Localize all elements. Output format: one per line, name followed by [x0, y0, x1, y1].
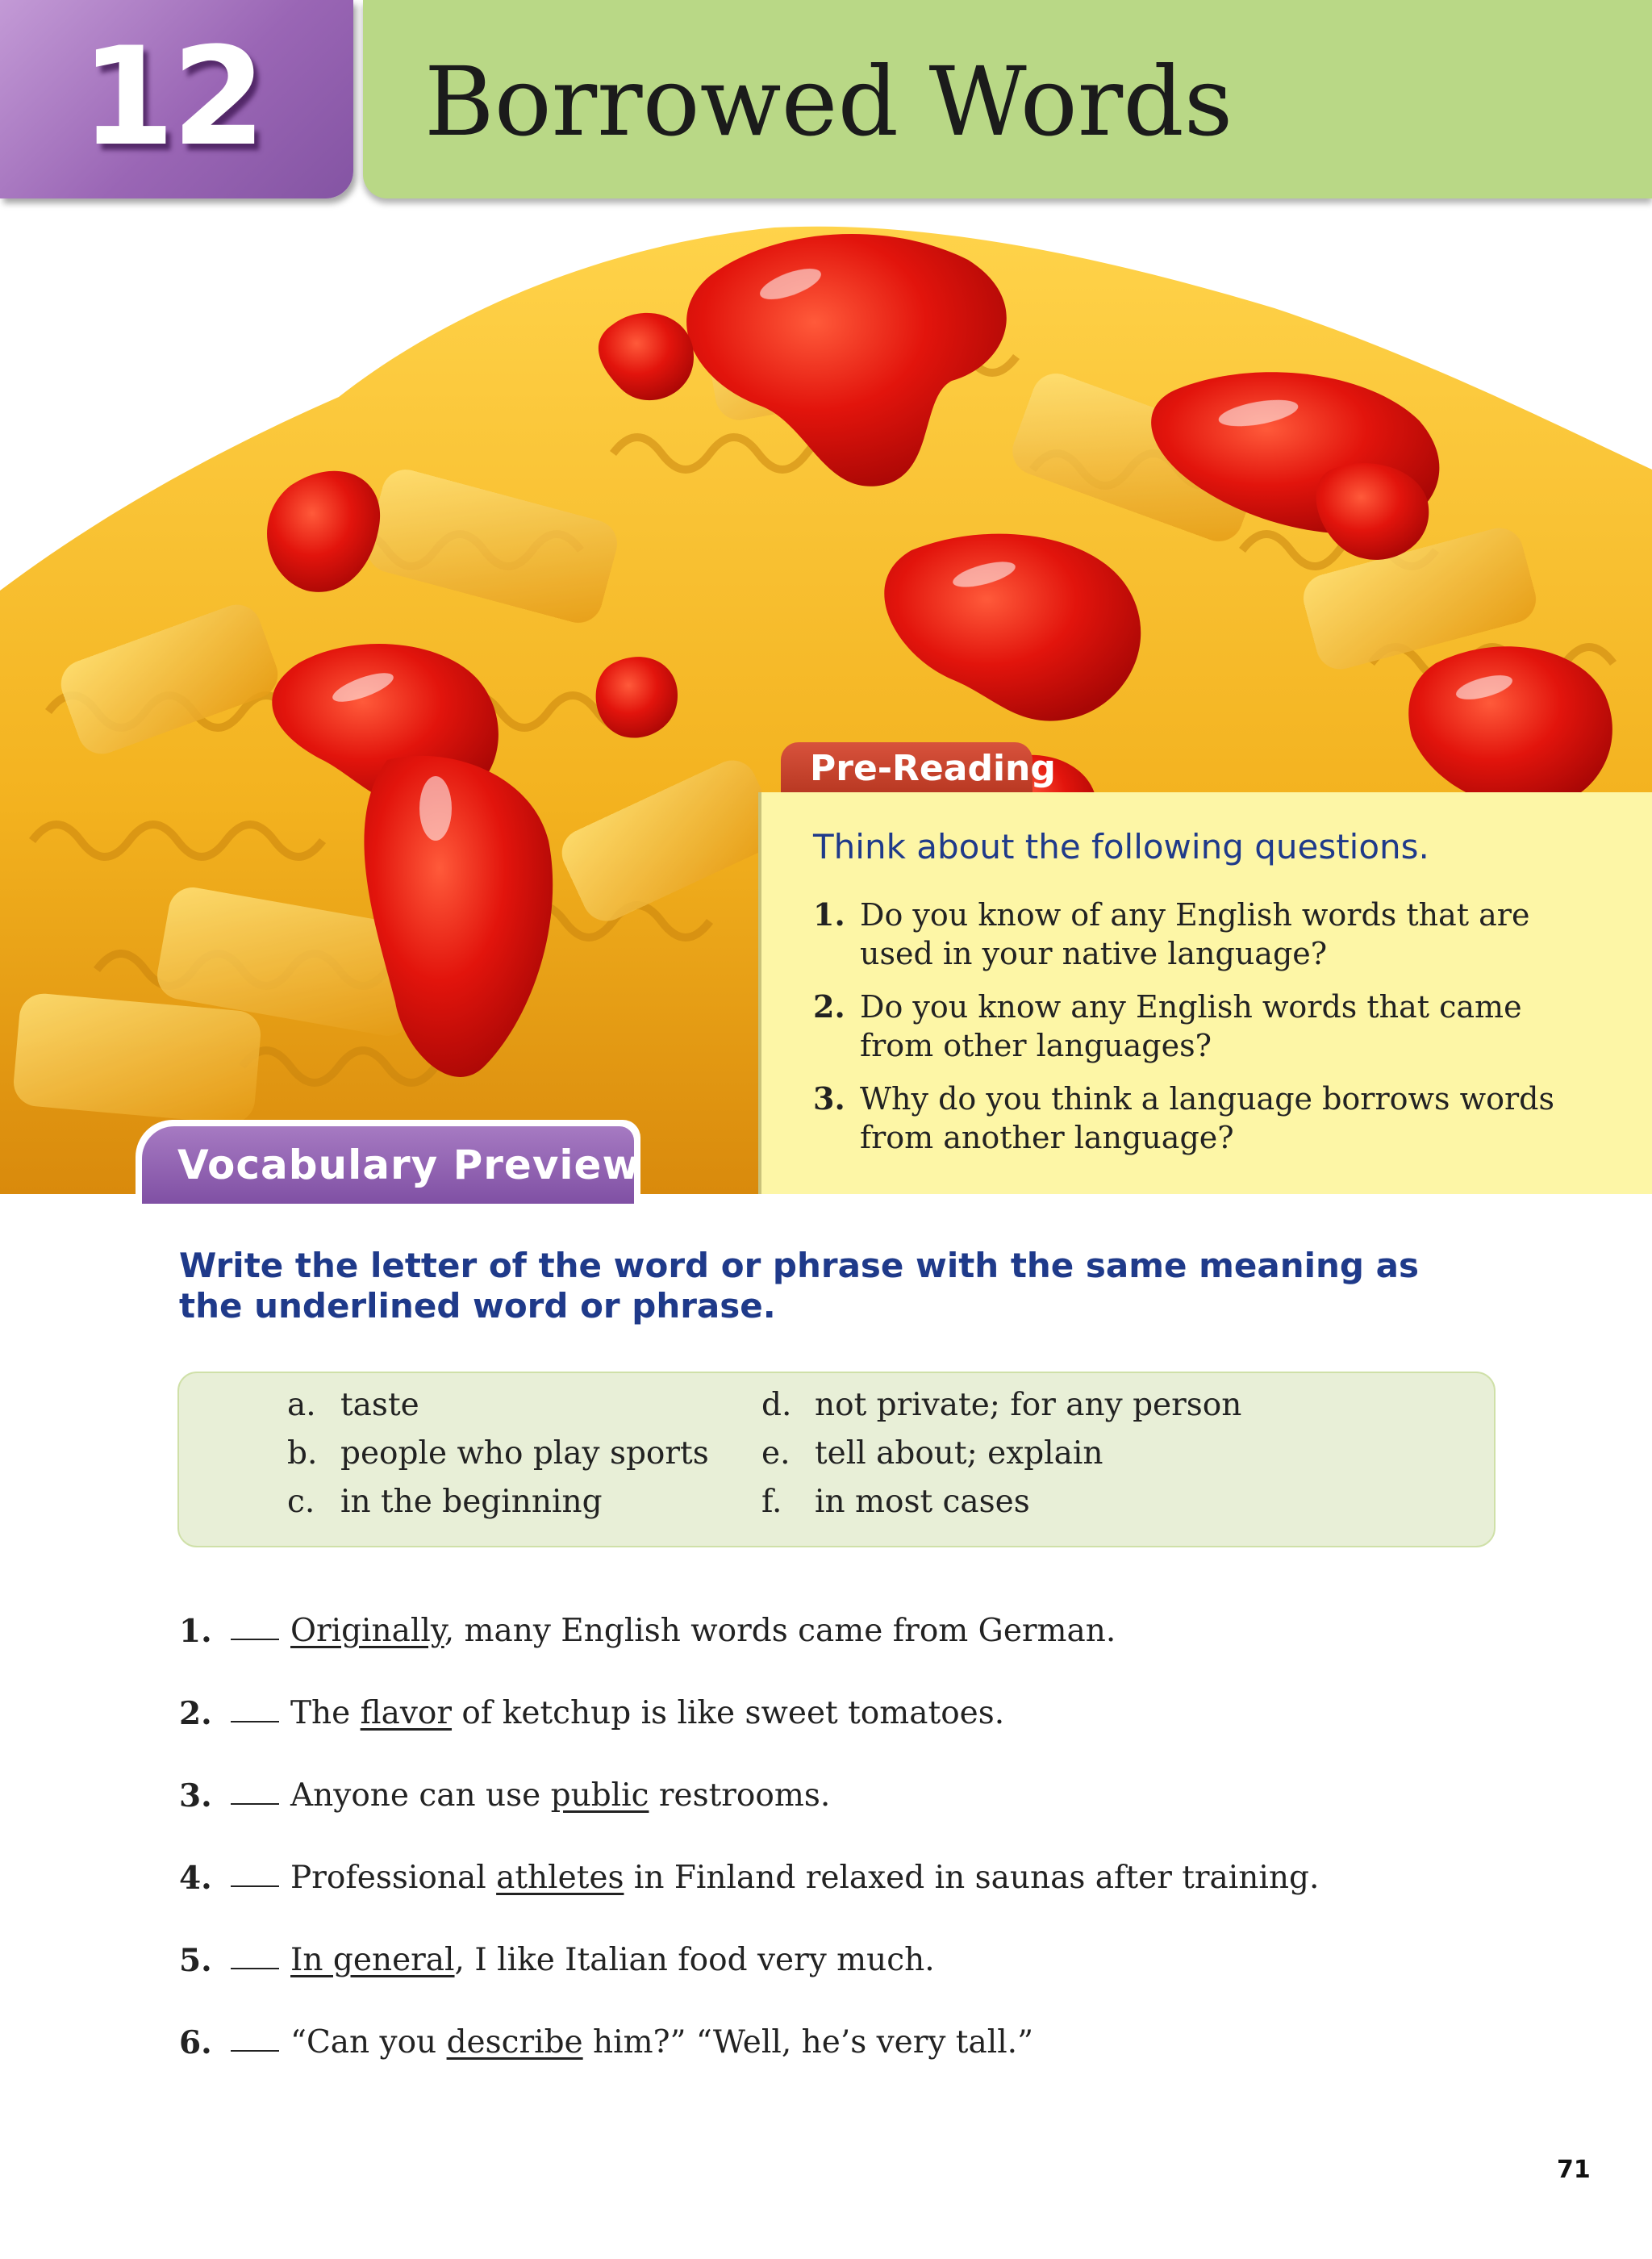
- exercise-number: 4.: [179, 1860, 212, 1897]
- vocabulary-preview-tab-fill: [142, 1126, 640, 1204]
- definitions-box: [177, 1372, 1496, 1547]
- question-number: 3.: [813, 1080, 845, 1117]
- question-text: Do you know any English words that came from other languages?: [860, 989, 1522, 1063]
- vocabulary-instruction: Write the letter of the word or phrase with the same meaning as the underlined word or phrase.: [179, 1246, 1419, 1326]
- exercise-sentence: [290, 1940, 935, 1981]
- answer-blank[interactable]: [231, 2050, 279, 2052]
- pre-reading-box: [758, 792, 1652, 1194]
- sentence-before: “Can you: [290, 2024, 447, 2061]
- answer-blank[interactable]: [231, 1803, 279, 1805]
- pre-reading-tab: [781, 742, 1056, 794]
- underlined-word: Originally: [290, 1613, 444, 1649]
- exercise-sentence: [290, 1776, 830, 1816]
- exercise-number: 1.: [179, 1613, 212, 1650]
- chapter-header: [0, 0, 1652, 207]
- sentence-after: him?” “Well, he’s very tall.”: [582, 2024, 1034, 2061]
- vocabulary-preview-label: Vocabulary Preview: [177, 1142, 640, 1188]
- underlined-word: flavor: [360, 1695, 453, 1731]
- definition-letter: b.: [287, 1435, 318, 1472]
- sentence-after: , many English words came from German.: [444, 1613, 1116, 1649]
- exercise-sentence: [290, 2023, 1033, 2063]
- underlined-word: In general: [290, 1942, 455, 1978]
- definition-text: in most cases: [815, 1484, 1030, 1520]
- question-text: Do you know of any English words that are used in your native language?: [860, 897, 1530, 971]
- definition-text: not private; for any person: [815, 1387, 1242, 1423]
- exercise-sentence: [290, 1693, 1004, 1734]
- question-text: Why do you think a language borrows words from another language?: [860, 1081, 1555, 1155]
- definition-text: people who play sports: [340, 1435, 709, 1472]
- answer-blank[interactable]: [231, 1721, 279, 1722]
- title-bar: [363, 0, 1652, 198]
- page-number: 71: [1557, 2156, 1591, 2184]
- sentence-after: , I like Italian food very much.: [454, 1942, 935, 1978]
- underlined-word: public: [550, 1777, 649, 1814]
- definition-text: in the beginning: [340, 1484, 603, 1520]
- sentence-before: Anyone can use: [290, 1777, 551, 1814]
- underlined-word: describe: [446, 2024, 583, 2061]
- exercise-sentence: [290, 1611, 1116, 1651]
- answer-blank[interactable]: [231, 1639, 279, 1640]
- pre-reading-label: Pre-Reading: [810, 748, 1056, 789]
- definition-letter: a.: [287, 1387, 316, 1423]
- definition-letter: d.: [761, 1387, 792, 1423]
- question-number: 1.: [813, 896, 845, 933]
- underlined-word: athletes: [496, 1860, 624, 1896]
- answer-blank[interactable]: [231, 1968, 279, 1969]
- pre-reading-heading: Think about the following questions.: [813, 827, 1429, 866]
- exercise-number: 2.: [179, 1695, 212, 1732]
- unit-number: 12: [81, 18, 263, 176]
- sentence-after: of ketchup is like sweet tomatoes.: [452, 1695, 1005, 1731]
- definition-letter: f.: [761, 1484, 782, 1520]
- sentence-after: in Finland relaxed in saunas after training.: [624, 1860, 1320, 1896]
- definition-letter: e.: [761, 1435, 791, 1472]
- exercise-number: 6.: [179, 2024, 212, 2061]
- definition-letter: c.: [287, 1484, 315, 1520]
- sentence-before: The: [290, 1695, 361, 1731]
- answer-blank[interactable]: [231, 1885, 279, 1887]
- exercise-number: 3.: [179, 1777, 212, 1814]
- definition-text: taste: [340, 1387, 419, 1423]
- question-number: 2.: [813, 988, 845, 1025]
- definition-text: tell about; explain: [815, 1435, 1103, 1472]
- exercise-sentence: [290, 1858, 1319, 1898]
- vocabulary-preview-tab: [136, 1120, 640, 1204]
- sentence-after: restrooms.: [649, 1777, 831, 1814]
- page-title: Borrowed Words: [424, 46, 1233, 157]
- sentence-before: Professional: [290, 1860, 497, 1896]
- exercise-number: 5.: [179, 1942, 212, 1979]
- unit-number-tab: [0, 0, 353, 198]
